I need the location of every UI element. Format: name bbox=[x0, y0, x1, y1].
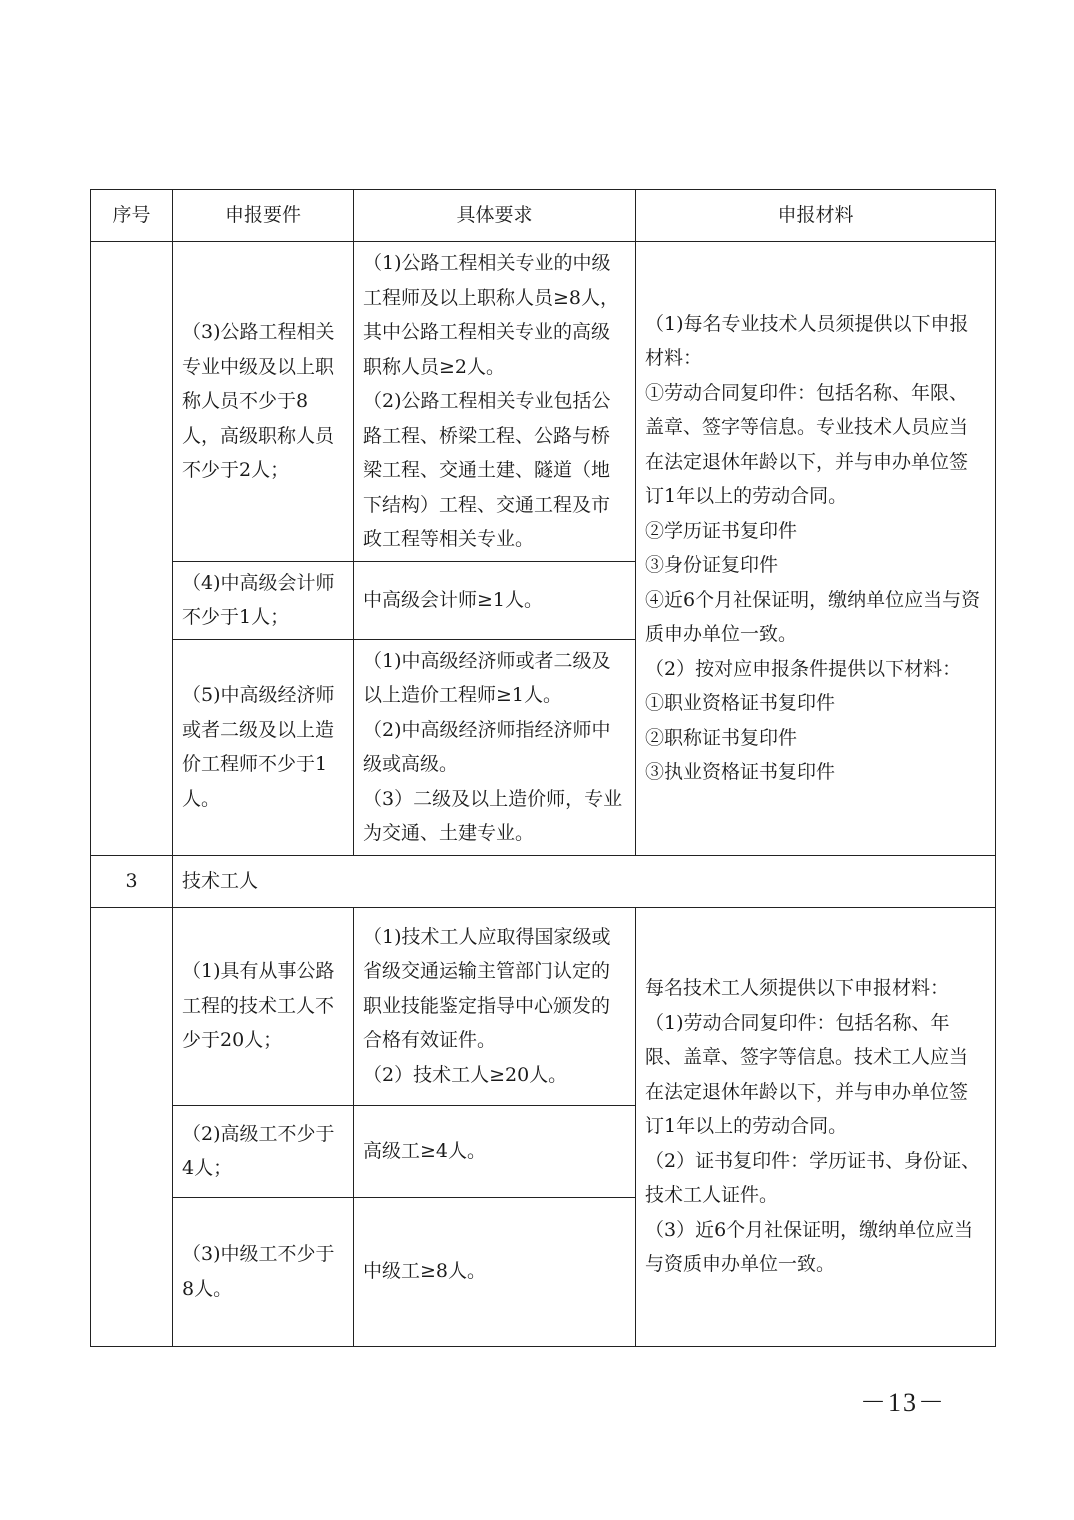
requirement-line: （3）二级及以上造价师，专业为交通、土建专业。 bbox=[363, 787, 623, 844]
requirement-line: （2)公路工程相关专业包括公路工程、桥梁工程、公路与桥梁工程、交通土建、隧道（地下结构）工程、交通工程及市政工程等相关专业。 bbox=[363, 390, 611, 550]
materials-line: ②学历证书复印件 bbox=[645, 519, 798, 542]
materials-line: ③执业资格证书复印件 bbox=[645, 761, 836, 784]
materials-line: ②职称证书复印件 bbox=[645, 726, 798, 749]
header-seq: 序号 bbox=[91, 190, 173, 242]
page-number: －13－ bbox=[860, 1388, 947, 1417]
materials-line: （1)每名专业技术人员须提供以下申报材料： bbox=[645, 312, 969, 370]
materials-line: ①劳动合同复印件：包括名称、年限、盖章、签字等信息。专业技术人员应当在法定退休年龄以下，并与申办单位签订1年以上的劳动合同。 bbox=[645, 381, 969, 508]
item-text: （5)中高级经济师或者二级及以上造价工程师不少于1人。 bbox=[182, 684, 335, 810]
requirement-cell bbox=[354, 1105, 636, 1197]
header-materials: 申报材料 bbox=[636, 190, 996, 242]
materials-line: ③身份证复印件 bbox=[645, 554, 779, 577]
requirement-line: （1)公路工程相关专业的中级工程师及以上职称人员≥8人，其中公路工程相关专业的高级职称人员≥2人。 bbox=[363, 252, 620, 378]
requirements-table bbox=[90, 189, 996, 1347]
requirement-line: 中高级会计师≥1人。 bbox=[363, 588, 544, 611]
materials-line: ④近6个月社保证明，缴纳单位应当与资质申办单位一致。 bbox=[645, 588, 981, 646]
requirement-line: （2)中高级经济师指经济师中级或高级。 bbox=[363, 718, 611, 775]
requirement-cell bbox=[354, 639, 636, 855]
item-cell bbox=[173, 1105, 354, 1197]
materials-line: 每名技术工人须提供以下申报材料： bbox=[645, 977, 950, 1000]
item-cell bbox=[173, 1197, 354, 1346]
materials-cell bbox=[636, 242, 996, 856]
item-text: （4)中高级会计师不少于1人； bbox=[182, 571, 335, 628]
seq-cell bbox=[91, 907, 173, 1346]
requirement-line: 中级工≥8人。 bbox=[363, 1260, 487, 1283]
materials-line: （1)劳动合同复印件：包括名称、年限、盖章、签字等信息。技术工人应当在法定退休年龄以下，并与申办单位签订1年以上的劳动合同。 bbox=[645, 1011, 969, 1138]
materials-line: （2）按对应申报条件提供以下材料： bbox=[645, 657, 962, 680]
requirement-cell bbox=[354, 561, 636, 639]
materials-line: （2）证书复印件：学历证书、身份证、技术工人证件。 bbox=[645, 1149, 981, 1207]
item-cell bbox=[173, 561, 354, 639]
header-item: 申报要件 bbox=[173, 190, 354, 242]
materials-line: ①职业资格证书复印件 bbox=[645, 692, 836, 715]
section-seq: 3 bbox=[91, 855, 173, 907]
requirement-line: （2）技术工人≥20人。 bbox=[363, 1063, 568, 1086]
section-title: 技术工人 bbox=[173, 855, 996, 907]
item-cell bbox=[173, 639, 354, 855]
materials-cell bbox=[636, 907, 996, 1346]
requirement-line: （1)中高级经济师或者二级及以上造价工程师≥1人。 bbox=[363, 649, 611, 706]
item-cell bbox=[173, 907, 354, 1105]
item-text: （1)具有从事公路工程的技术工人不少于20人； bbox=[182, 960, 335, 1052]
section-row bbox=[91, 855, 996, 907]
requirement-cell bbox=[354, 1197, 636, 1346]
table-header-row bbox=[91, 190, 996, 242]
item-text: （2)高级工不少于4人； bbox=[182, 1122, 335, 1179]
requirement-cell bbox=[354, 242, 636, 562]
table-row bbox=[91, 242, 996, 562]
item-text: （3)公路工程相关专业中级及以上职称人员不少于8人，高级职称人员不少于2人； bbox=[182, 321, 335, 481]
header-requirement: 具体要求 bbox=[354, 190, 636, 242]
item-cell bbox=[173, 242, 354, 562]
seq-cell bbox=[91, 242, 173, 856]
materials-line: （3）近6个月社保证明，缴纳单位应当与资质申办单位一致。 bbox=[645, 1218, 974, 1276]
requirement-line: （1)技术工人应取得国家级或省级交通运输主管部门认定的职业技能鉴定指导中心颁发的合格有效证件。 bbox=[363, 925, 611, 1052]
requirement-line: 高级工≥4人。 bbox=[363, 1139, 487, 1162]
item-text: （3)中级工不少于8人。 bbox=[182, 1243, 335, 1300]
requirement-cell bbox=[354, 907, 636, 1105]
table-row bbox=[91, 907, 996, 1105]
